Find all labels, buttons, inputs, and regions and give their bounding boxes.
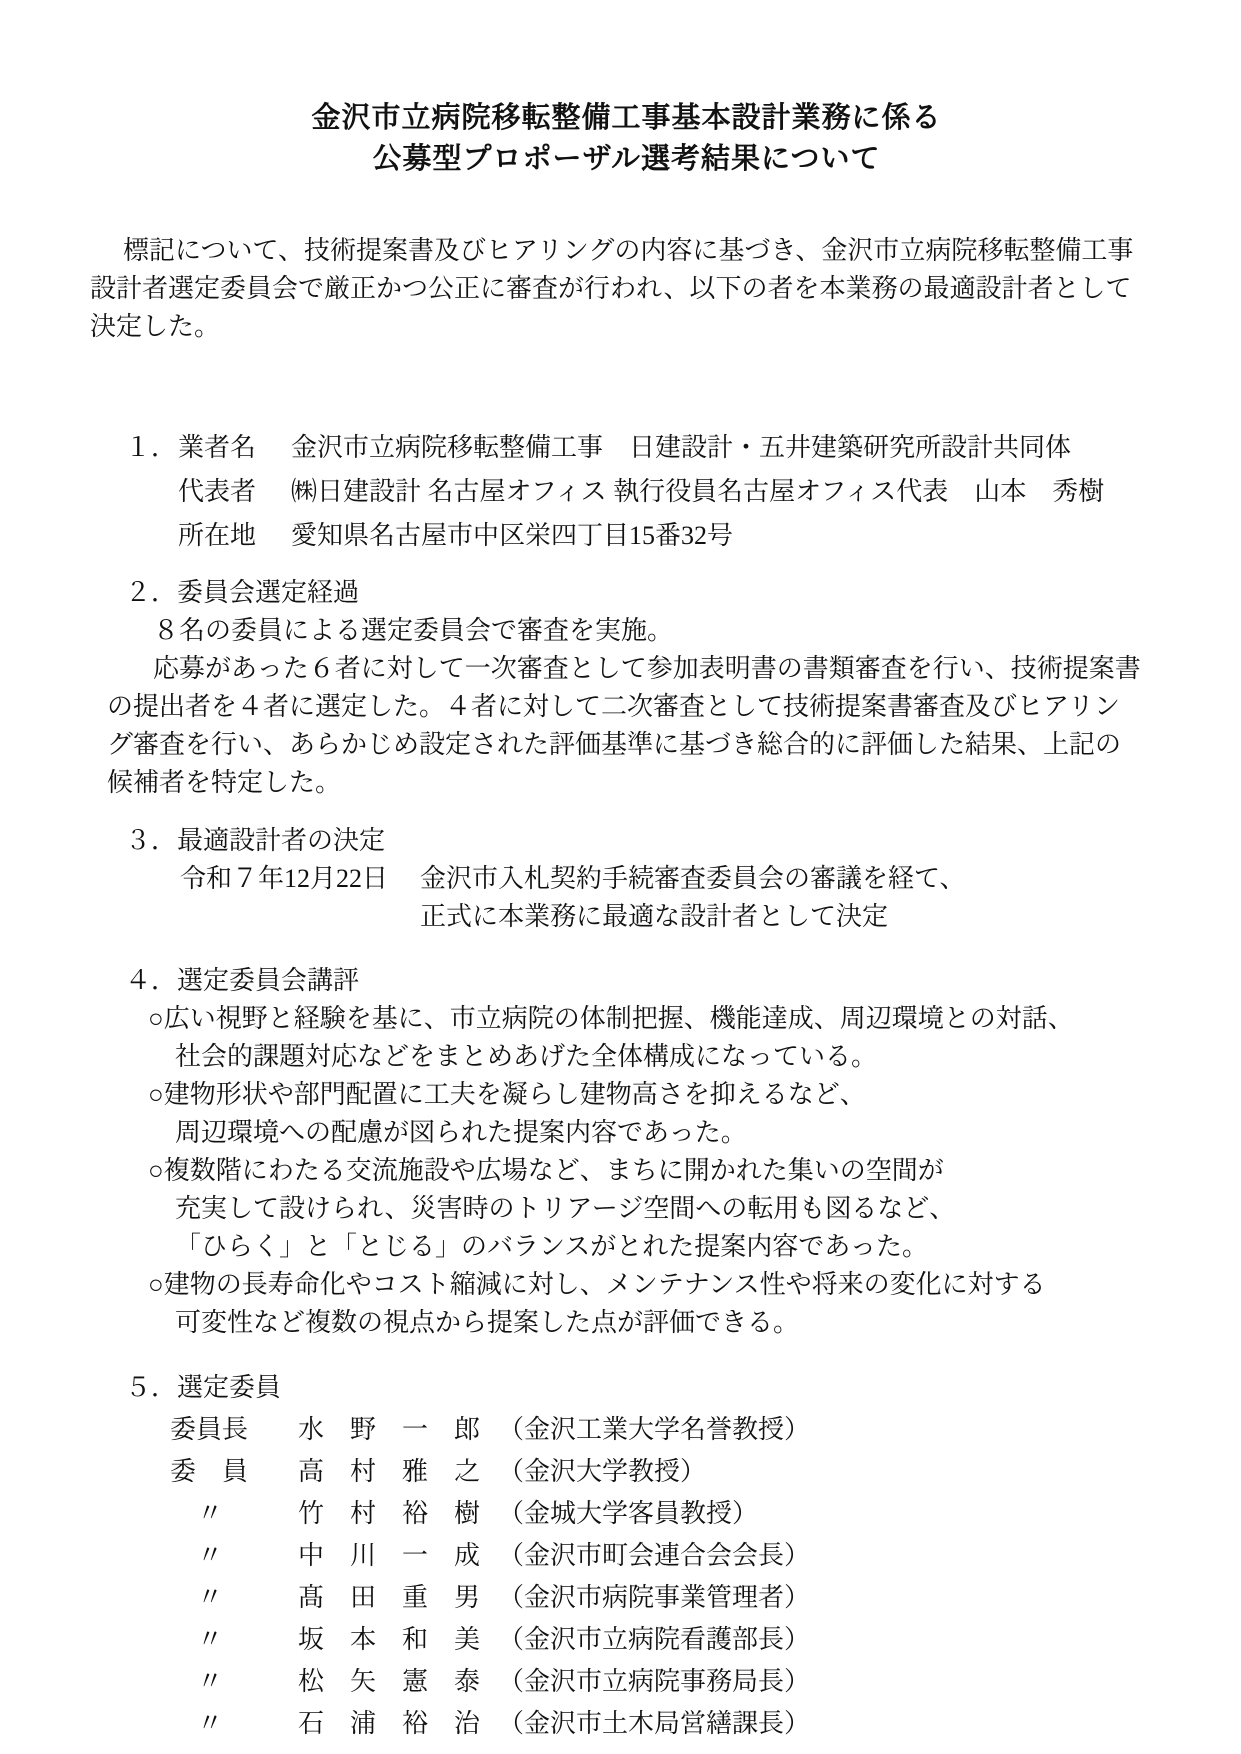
vendor-label: 代表者: [178, 477, 257, 506]
section-number: １．: [125, 433, 178, 462]
process-line: ８名の委員による選定委員会で審査を実施。: [153, 616, 674, 645]
comment-line: ○複数階にわたる交流施設や広場など、まちに開かれた集いの空間が: [148, 1156, 944, 1185]
member-name: 石 浦 裕 治: [298, 1709, 481, 1738]
section-heading: ３．最適設計者の決定: [125, 826, 386, 855]
comment-line: ○広い視野と経験を基に、市立病院の体制把握、機能達成、周辺環境との対話、: [148, 1004, 1074, 1033]
member-row: [90, 1453, 1163, 1491]
process-line: 候補者を特定した。: [107, 768, 342, 797]
vendor-row-name: [90, 426, 1163, 470]
member-name: 高 村 雅 之: [298, 1457, 481, 1486]
section-selection-process: [90, 574, 1163, 802]
decision-text-line: 正式に本業務に最適な設計者として決定: [420, 902, 889, 931]
member-name: 髙 田 重 男: [298, 1583, 481, 1612]
comment-line: 周辺環境への配慮が図られた提案内容であった。: [175, 1118, 747, 1147]
member-role-ditto-mark: 〃: [196, 1583, 223, 1612]
vendor-value: ㈱日建設計 名古屋オフィス 執行役員名古屋オフィス代表 山本 秀樹: [291, 477, 1105, 506]
member-role: 委 員: [170, 1457, 249, 1486]
member-row: [90, 1537, 1163, 1575]
member-row: [90, 1663, 1163, 1701]
member-affiliation: （金沢市町会連合会会長）: [498, 1541, 811, 1570]
section-vendor: [90, 426, 1163, 558]
decision-text-line: 金沢市入札契約手続審査委員会の審議を経て、: [420, 864, 966, 893]
member-name: 竹 村 裕 樹: [298, 1499, 481, 1528]
member-name: 水 野 一 郎: [298, 1415, 481, 1444]
vendor-value: 愛知県名古屋市中区栄四丁目15番32号: [291, 521, 734, 550]
comment-line: 可変性など複数の視点から提案した点が評価できる。: [175, 1308, 800, 1337]
comment-line: ○建物の長寿命化やコスト縮減に対し、メンテナンス性や将来の変化に対する: [148, 1270, 1046, 1299]
member-role-ditto-mark: 〃: [196, 1541, 223, 1570]
process-line: グ審査を行い、あらかじめ設定された評価基準に基づき総合的に評価した結果、上記の: [107, 730, 1122, 759]
vendor-label: 業者名: [178, 433, 257, 462]
section-members: [90, 1369, 1163, 1743]
section-heading: ２．委員会選定経過: [125, 578, 360, 607]
vendor-row-address: [90, 514, 1163, 558]
member-row: [90, 1621, 1163, 1659]
member-row: [90, 1579, 1163, 1617]
document-title-line-2: 公募型プロポーザル選考結果について: [372, 143, 881, 175]
member-affiliation: （金沢工業大学名誉教授）: [498, 1415, 811, 1444]
member-affiliation: （金沢市病院事業管理者）: [498, 1583, 811, 1612]
member-role-ditto-mark: 〃: [196, 1625, 223, 1654]
comment-line: ○建物形状や部門配置に工夫を凝らし建物高さを抑えるなど、: [148, 1080, 866, 1109]
member-affiliation: （金沢市立病院事務局長）: [498, 1667, 811, 1696]
section-number-spacer: [125, 470, 178, 514]
member-name: 松 矢 憲 泰: [298, 1667, 481, 1696]
process-line: 応募があった６者に対して一次審査として参加表明書の書類審査を行い、技術提案書: [153, 654, 1141, 683]
section-heading: ４．選定委員会講評: [125, 966, 360, 995]
section-decision: [90, 822, 1163, 936]
document-title: [90, 98, 1163, 180]
vendor-label: 所在地: [178, 521, 257, 550]
process-line: の提出者を４者に選定した。４者に対して二次審査として技術提案書審査及びヒアリン: [107, 692, 1120, 721]
decision-row: [90, 860, 1163, 898]
vendor-value: 金沢市立病院移転整備工事 日建設計・五井建築研究所設計共同体: [291, 433, 1072, 462]
member-role: 委員長: [170, 1415, 249, 1444]
intro-line: 設計者選定委員会で厳正かつ公正に審査が行われ、以下の者を本業務の最適設計者として: [90, 274, 1132, 303]
member-row: [90, 1705, 1163, 1743]
member-role-ditto-mark: 〃: [196, 1709, 223, 1738]
member-affiliation: （金城大学客員教授）: [498, 1499, 759, 1528]
intro-paragraph: [90, 232, 1163, 346]
member-name: 坂 本 和 美: [298, 1625, 481, 1654]
member-name: 中 川 一 成: [298, 1541, 481, 1570]
member-row: [90, 1411, 1163, 1449]
section-number-spacer: [125, 514, 178, 558]
member-affiliation: （金沢市立病院看護部長）: [498, 1625, 811, 1654]
comment-line: 充実して設けられ、災害時のトリアージ空間への転用も図るなど、: [175, 1194, 956, 1223]
intro-line: 決定した。: [90, 312, 221, 341]
member-row: [90, 1495, 1163, 1533]
member-role-ditto-mark: 〃: [196, 1667, 223, 1696]
comment-line: 「ひらく」と「とじる」のバランスがとれた提案内容であった。: [175, 1232, 928, 1261]
vendor-row-representative: [90, 470, 1163, 514]
intro-line: 標記について、技術提案書及びヒアリングの内容に基づき、金沢市立病院移転整備工事: [123, 236, 1134, 265]
decision-date: 令和７年12月22日: [180, 864, 389, 893]
section-comments: [90, 962, 1163, 1342]
member-affiliation: （金沢市土木局営繕課長）: [498, 1709, 811, 1738]
document-title-line-1: 金沢市立病院移転整備工事基本設計業務に係る: [311, 102, 942, 134]
member-affiliation: （金沢大学教授）: [498, 1457, 707, 1486]
comment-line: 社会的課題対応などをまとめあげた全体構成になっている。: [175, 1042, 878, 1071]
member-role-ditto-mark: 〃: [196, 1499, 223, 1528]
section-heading: ５．選定委員: [125, 1373, 282, 1402]
